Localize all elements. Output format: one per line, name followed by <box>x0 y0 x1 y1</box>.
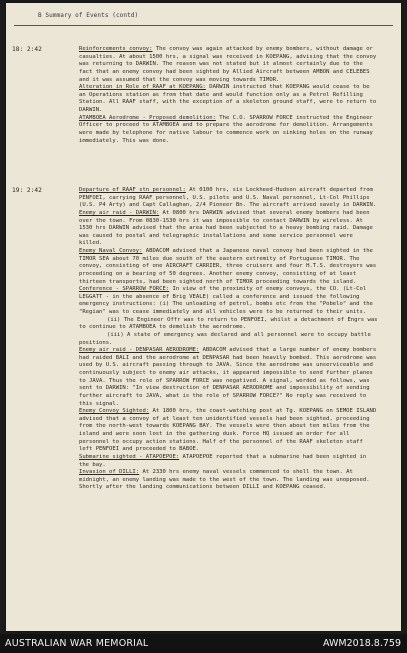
entry-paragraph <box>79 248 379 286</box>
paragraph-text: DARWIN instructed that KOEPANG would cease to be an Operations station as from that date and would function only as a Petrol Refilling Station. All RAAF staff, with the exception of a skeleton ground staff, were to return to DARWIN. <box>79 84 377 113</box>
footer-institution: AUSTRALIAN WAR MEMORIAL <box>5 638 149 649</box>
document-page <box>6 3 401 631</box>
paragraph-text: At 0800 hrs DARWIN advised that several enemy bombers had been over the town. From 0830-1530 hrs it was impossible to contact DARWIN by wireless. At 1530 hrs DARWIN advised that the area had been subjected to a heavy bombing raid. Damage was caused to postal and telegraphic installations and some service personnel were killed. <box>79 209 373 247</box>
footer-accession-number: AWM2018.8.759 <box>323 638 401 649</box>
paragraph-subheading: Enemy Naval Convoy: <box>79 248 143 254</box>
paragraph-subheading: Alteration in Role of RAAF at KOEPANG: <box>79 84 206 91</box>
entry-body <box>79 187 379 492</box>
paragraph-text: (iii) A state of emergency was declared and all personnel were to occupy battle positions. <box>79 331 371 346</box>
paragraph-subheading: Departure of RAAF stn personnel: <box>79 187 186 193</box>
entry-paragraph <box>79 317 379 332</box>
entry-paragraph <box>79 454 379 469</box>
entry-paragraph <box>79 187 379 210</box>
paragraph-text: (ii) The Engineer Offr was to return to PENFOEI, whilst a detachment of Engrs was to continue to ATAMBOEA to demolish the aerodrome. <box>79 316 378 331</box>
paragraph-text: ABDACOM advised that a large number of enemy bombers had raided BALI and the aerodrome at DENPASAR had been heavily bombed. This aerodrome was used by U.S. aircraft passing through to JAVA. Since the aerodrome was unserviceable and continuously subject to enemy air attacks, it appeared impossible to send further planes to JAVA. Thus the role of SPARROW FORCE was negatived. A signal, worded as follows, was sent to DARWIN: "In view destruction of DENPASAR AERODROME and impossibility of sending further aircraft to JAVA, what is the role of SPARROW FORCE?" No reply was received to this signal. <box>79 347 377 407</box>
paragraph-subheading: Submarine sighted - ATAPOEPOE: <box>79 453 180 460</box>
archive-footer <box>0 634 407 653</box>
paragraph-subheading: Enemy Convoy Sighted: <box>79 408 150 415</box>
paragraph-text: In view of the proximity of enemy convoys, the CO. (Lt-Col LEGGATT - in the absence of Brig VEALE) called a conference and issued the following emergency instructions: (i) The unloading of petrol, bombs etc from the "Pobelo" and the "Regian" was to cease immediately and all vehicles were to be returned to their units. <box>79 286 373 315</box>
paragraph-text: At 2330 hrs enemy naval vessels commenced to shell the town. At midnight, an enemy landing was made to the west of the town. The landing was unopposed. Shortly after the landing communications between DILLI and KOEPANG ceased. <box>79 469 370 491</box>
entry-paragraph <box>79 210 379 248</box>
paragraph-subheading: Reinforcements convoy: <box>79 46 153 52</box>
entry-paragraph <box>79 469 379 492</box>
entry-paragraph <box>79 84 379 115</box>
entry-paragraph <box>79 347 379 408</box>
entry-paragraph <box>79 286 379 317</box>
paragraph-text: At 1800 hrs, the coast-watching post at Tg. KOEPANG on SEMOE ISLAND advised that a convoy of at least ten unidentified vessels had been sighted, proceeding from the north-west towards KOEPANG BAY. The vessels were then about ten miles from the island and were soon lost in the gathering dusk. Force HQ issued an order for all personnel to occupy action stations. Half of the personnel of the RAAF skeleton staff left PENFOEI and proceeded to BABOE. <box>79 408 377 453</box>
paragraph-text: ATAPOEPOE reported that a submarine had been sighted in the bay. <box>79 453 367 468</box>
entry-date: 19: 2:42 <box>12 187 42 194</box>
heading-rule <box>14 25 393 26</box>
page-heading: B Summary of Events (contd) <box>38 12 139 19</box>
entry-paragraph <box>79 408 379 454</box>
paragraph-text: The C.O. SPARROW FORCE instructed the Engineer Officer to proceed to ATAMBOEA and to prepare the aerodrome for demolition. Arrangements were made by telephone for native labour to commence work on sinking holes on the runway immediately. This was done. <box>79 114 373 144</box>
paragraph-text: ABDACOM advised that a Japanese naval convoy had been sighted in the TIMOR SEA about 70 miles due south of the eastern extremity of Portuguese TIMOR. The convoy, consisting of one AIRCRAFT CARRIER, three cruisers and four H.T.S. destroyers was proceeding on a bearing of 50 degrees. Another enemy convoy, consisting of at least thirteen transports, had been sighted north of TIMOR proceeding towards the island. <box>79 248 377 285</box>
entry-paragraph <box>79 46 379 84</box>
paragraph-subheading: Enemy air raid - DARWIN: <box>79 209 160 216</box>
entry-date: 18: 2:42 <box>12 46 42 53</box>
paragraph-subheading: Conference - SPARROW FORCE: <box>79 286 170 293</box>
paragraph-text: At 0100 hrs, six Lockheed-Hudson aircraft departed from PENFOEI, carrying RAAF personnel, U.S. pilots and U.S. Naval personnel, Lt-Col Phillips (U.S. P4 Arty) and Capt Callaghan, 2/4 Pioneer Bn. The aircraft arrived savely in DARWIN. <box>79 187 377 209</box>
paragraph-subheading: Enemy air raid - DENPASAR AERODROME: <box>79 347 200 354</box>
entry-paragraph <box>79 332 379 347</box>
paragraph-subheading: ATAMBOEA Aerodrome - Proposed demolition: <box>79 114 216 121</box>
entry-body <box>79 46 379 145</box>
paragraph-subheading: Invasion of DILLI: <box>79 469 140 476</box>
entry-paragraph <box>79 115 379 146</box>
paragraph-text: The convoy was again attacked by enemy bombers, without damage or casualties. At about 1500 hrs, a signal was received in KOEPANG, advising that the convoy was returning to DARWIN. The reason was not stated but it almost certainly due to the fact that an enemy convoy had been sighted by Allied Aircraft between AMBON and CELEBES and it was assumed that the convoy was moving towards TIMOR. <box>79 46 377 83</box>
